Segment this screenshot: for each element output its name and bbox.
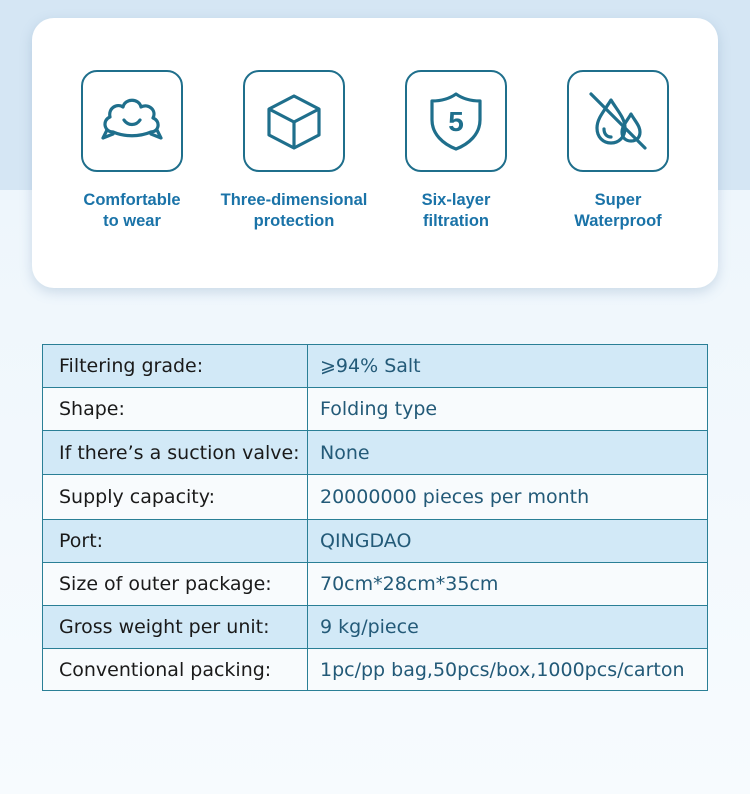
spec-value: Folding type: [308, 388, 708, 431]
table-row: [43, 431, 708, 475]
feature-waterproof: [537, 70, 699, 232]
table-row: [43, 475, 708, 520]
spec-key: Filtering grade:: [43, 345, 308, 388]
spec-value: None: [308, 431, 708, 475]
feature-label: Six-layer filtration: [421, 191, 491, 230]
spec-table: [42, 344, 708, 691]
feature-label: Comfortable to wear: [83, 191, 181, 230]
feature-three-dimensional: [213, 70, 375, 232]
spec-value: 70cm*28cm*35cm: [308, 563, 708, 606]
table-row: [43, 563, 708, 606]
table-row: [43, 520, 708, 563]
cloud-mask-icon: [81, 70, 183, 172]
table-row: [43, 345, 708, 388]
spec-key: Size of outer package:: [43, 563, 308, 606]
spec-key: Conventional packing:: [43, 649, 308, 691]
spec-key: Shape:: [43, 388, 308, 431]
table-row: [43, 388, 708, 431]
spec-key: If there’s a suction valve:: [43, 431, 308, 475]
spec-value: QINGDAO: [308, 520, 708, 563]
shield-five-icon: [405, 70, 507, 172]
cube-icon: [243, 70, 345, 172]
no-water-icon: [567, 70, 669, 172]
feature-six-layer: [375, 70, 537, 232]
spec-value: 20000000 pieces per month: [308, 475, 708, 520]
feature-label: Three-dimensional protection: [220, 191, 368, 230]
spec-key: Gross weight per unit:: [43, 606, 308, 649]
spec-value: 9 kg/piece: [308, 606, 708, 649]
table-row: [43, 606, 708, 649]
spec-key: Port:: [43, 520, 308, 563]
feature-card: [32, 18, 718, 288]
table-row: [43, 649, 708, 691]
feature-label: Super Waterproof: [574, 191, 662, 230]
spec-value: ⩾94% Salt: [308, 345, 708, 388]
shield-number: 5: [448, 106, 464, 137]
spec-key: Supply capacity:: [43, 475, 308, 520]
spec-value: 1pc/pp bag,50pcs/box,1000pcs/carton: [308, 649, 708, 691]
feature-comfortable: [51, 70, 213, 232]
